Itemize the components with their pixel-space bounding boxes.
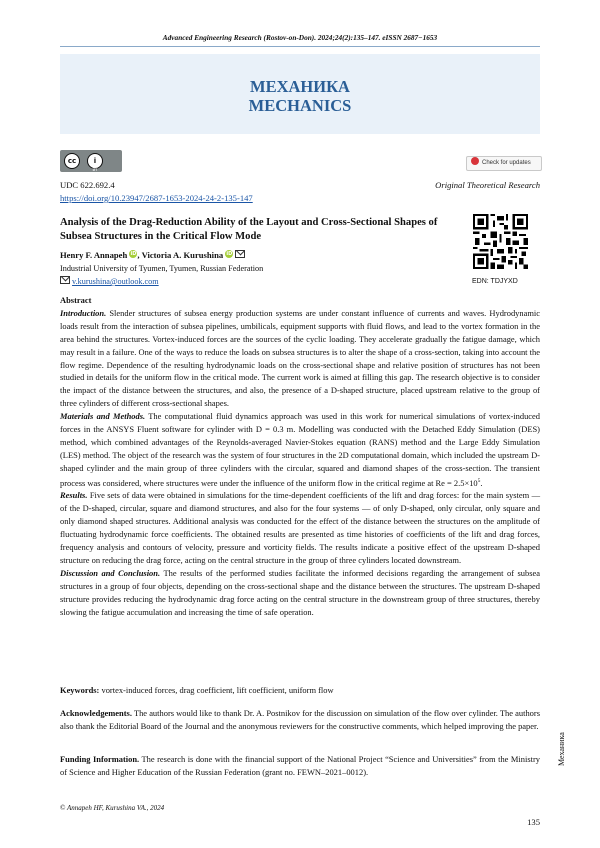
article-type: Original Theoretical Research <box>435 180 540 190</box>
section-title-ru: МЕХАНИКА <box>250 77 350 96</box>
discussion-label: Discussion and Conclusion. <box>60 567 161 578</box>
edn-code: EDN: TDJYXD <box>472 278 518 285</box>
section-title-en: MECHANICS <box>248 96 352 115</box>
abstract-discussion <box>60 567 540 619</box>
discussion-text: The results of the performed studies facilitate the informed decisions regarding the arrangement of subsea structures in a group of four objects, depending on the cross-sectional shape and the distance between the structures. The upstream D-shaped structure provides reducing the hydrodynamic drag force acting on the central structure in the downstream group of three structures, thereby slowing the fatigue accumulation and increasing the time of safe operation. <box>60 567 540 617</box>
orcid-icon[interactable]: iD <box>226 251 233 257</box>
journal-header: Advanced Engineering Research (Rostov-on-Don). 2024;24(2):135–147. eISSN 2687−1653 <box>162 33 438 42</box>
author-2: Victoria A. Kurushina <box>141 250 224 260</box>
author-email-link[interactable]: v.kurushina@outlook.com <box>72 277 159 286</box>
funding-label: Funding Information. <box>60 754 140 764</box>
attribution-icon: i <box>87 153 103 169</box>
methods-superscript: 5 <box>477 477 481 484</box>
acknowledgements-text: The authors would like to thank Dr. A. Postnikov for the discussion on simulation of the flow over cylinder. The authors also thank the Editorial Board of the Journal and the anonymous reviewers for the constructive comments, which helped improving the paper. <box>60 708 540 731</box>
crossmark-icon <box>471 157 479 165</box>
email-line <box>60 276 159 286</box>
acknowledgements-label: Acknowledgements. <box>60 708 132 718</box>
check-for-updates-button[interactable] <box>466 156 542 171</box>
abstract-methods: Materials and Methods. The computational fluid dynamics approach was used in this work for numerical simulations of vortex-induced forces in the ANSYS Fluent software for cylinder with D = 0.3 m. Modelling was conducted with the Detached Eddy Simulation (DES) method, which combined advantages of the Reynolds-averaged Navier-Stokes equation (RANS) method and the Large Eddy Simulation (LES) method. The object of the research was the system of four structures in the 2D computational domain, which included the upstream D-shaped cylinder and the main group of three cylinders with the circular, squared and diamond shapes of the cross-section. The transient process was considered, where structures were under the influence of the uniform flow in the critical regime at $Re = 2.5\times 10^5$. <box>60 411 541 488</box>
udc-code: UDC 622.692.4 <box>60 180 115 190</box>
check-updates-label: Check for updates <box>482 160 531 166</box>
copyright: © Annapeh HF, Kurushina VA., 2024 <box>60 804 165 812</box>
author-1: Henry F. Annapeh <box>60 250 128 260</box>
funding-text: The research is done with the financial support of the National Project “Science and Universities” from the Ministry of Science and Higher Education of the Russian Federation (grant no. FEWN–2021–0012). <box>60 754 540 777</box>
keywords-text: vortex-induced forces, drag coefficient, lift coefficient, uniform flow <box>101 685 334 695</box>
qr-code <box>473 214 528 269</box>
by-label: BY <box>92 167 98 172</box>
introduction-text: Slender structures of subsea energy production systems are under constant influence of currents and waves. Hydrodynamic loads result from the interaction of subsea pipelines, umbilicals, equipment supports with fluid flows, and lead to the vortex formation in the area behind the structures. Vortex-induced forces are the sources of the cyclic loading. They accelerate gradually the fatigue damage, which may result in a failure. One of the ways to reduce the loads on subsea structures is to alter the shape of a cross-section, taking into account the flow regime. Dependence of the resulting hydrodynamic loads on the cross-sectional shape and relative position of structures has not been studied in details for the uniform flow in the critical mode. The current work is aimed at filling this gap. The research objective is to consider the impact of the distance between the structures, and also, the presence of a D-shaped structure, placed upstream relative to the group of three cylinders of different cross-sectional shapes. <box>60 307 540 409</box>
side-section-label: Механика <box>557 732 566 766</box>
results-text: Five sets of data were obtained in simulations for the time-dependent coefficients of the lift and drag forces: for the main system — of the D-shaped, circular, square and diamond structures, and also for the four systems — of only D-shaped, only circular, only square and only diamond shaped structures. Additional analysis was conducted for the effect of the distance between the structures on the amplitude of fluctuating hydrodynamic force coefficients. The obtained results are presented as time histories of coefficients of the lift and drag forces, frequency analysis and contours of velocity, pressure and vorticity fields. The results indicate a positive effect of the upstream D-shaped structure on reducing the drag force, acting on the central structure in the group of three cylinders located downstream. <box>60 490 541 565</box>
page-number: 135 <box>527 817 540 827</box>
affiliation: Industrial University of Tyumen, Tyumen, Russian Federation <box>60 264 264 273</box>
envelope-icon <box>60 276 70 284</box>
funding <box>60 753 540 779</box>
abstract <box>60 294 540 618</box>
introduction-label: Introduction. <box>60 307 107 318</box>
abstract-heading: Abstract <box>60 295 92 305</box>
authors-line: Henry F. Annapeh iD, Victoria A. Kurushina iD <box>60 250 245 260</box>
header-rule <box>60 46 540 47</box>
acknowledgements <box>60 707 540 733</box>
cc-icon: cc <box>64 153 80 169</box>
doi-link[interactable]: https://doi.org/10.23947/2687-1653-2024-24-2-135-147 <box>60 193 253 203</box>
keywords-label: Keywords: <box>60 685 100 695</box>
methods-text: The computational fluid dynamics approach was used in this work for numerical simulations of vortex-induced forces in the ANSYS Fluent software for cylinder with D = 0.3 m. Modelling was conducted with the Detached Eddy Simulation (DES) method, which combined advantages of the Reynolds-averaged Navier-Stokes equation (RANS) method and the Large Eddy Simulation (LES) method. The object of the research was the system of four structures in the 2D computational domain, which included the upstream D-shaped cylinder and the main group of three cylinders with the circular, squared and diamond shapes of the cross-section. The transient process was considered, where structures were under the influence of the uniform flow in the critical regime at Re = 2.5×10 <box>60 411 541 488</box>
envelope-icon[interactable] <box>235 250 245 258</box>
article-title: Analysis of the Drag-Reduction Ability of the Layout and Cross-Sectional Shapes of Subsea Structures in the Critical Flow Mode <box>60 217 438 242</box>
abstract-introduction <box>60 307 540 410</box>
cc-by-license-badge[interactable] <box>60 150 122 172</box>
orcid-icon[interactable]: iD <box>130 251 137 257</box>
results-label: Results. <box>60 490 88 501</box>
abstract-results <box>60 489 540 566</box>
methods-label: Materials and Methods. <box>60 411 146 422</box>
keywords <box>60 684 540 697</box>
section-banner <box>60 54 540 134</box>
